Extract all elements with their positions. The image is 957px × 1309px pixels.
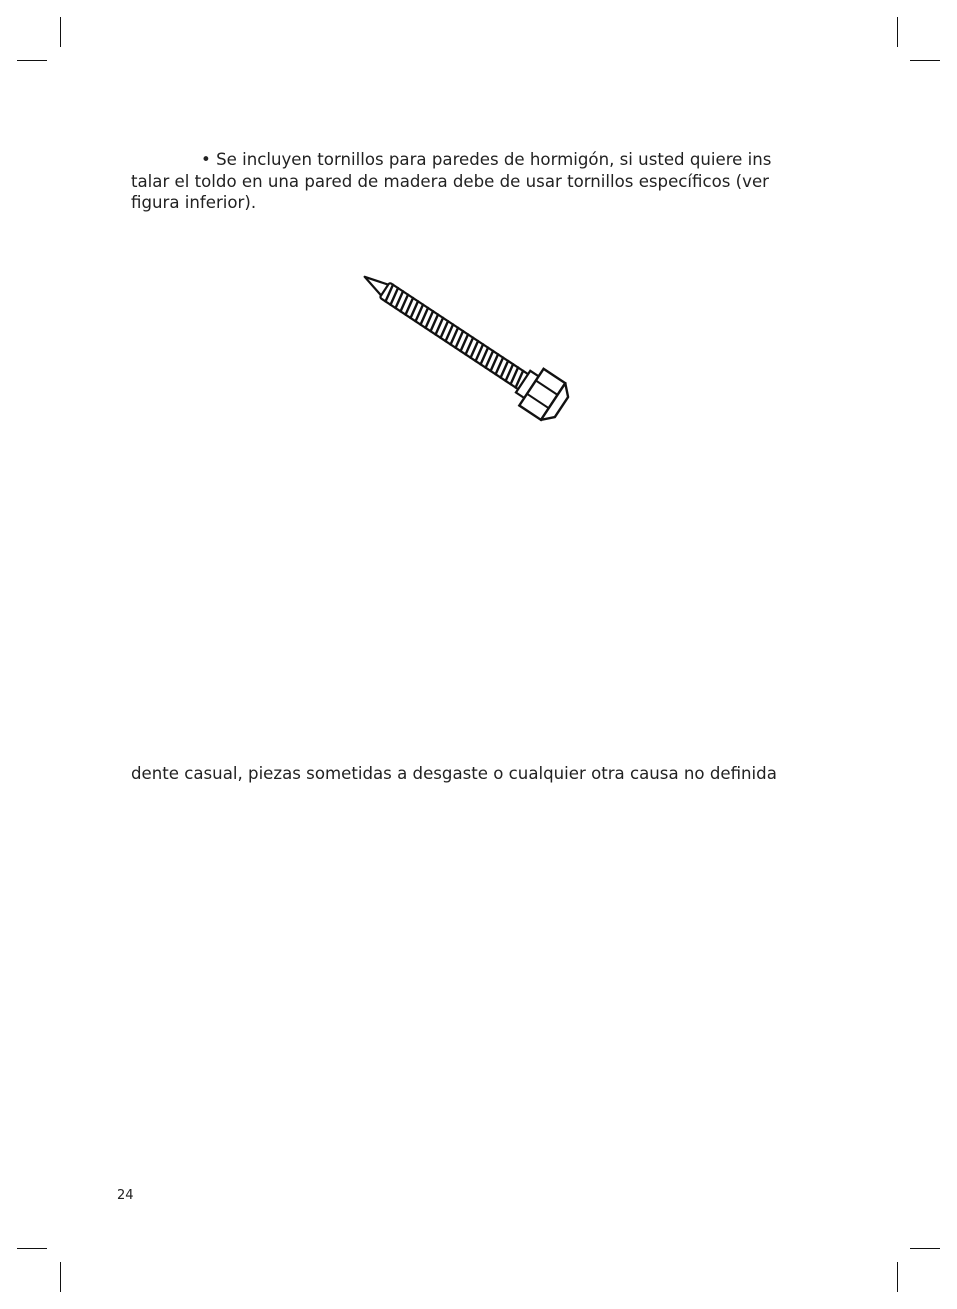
crop-mark-top-right-horizontal [910,60,940,61]
hex-head-screw-icon [360,265,605,435]
crop-mark-bottom-right-horizontal [910,1248,940,1249]
instruction-line-1 [131,149,821,171]
crop-mark-top-right-vertical [897,17,898,47]
page-number: 24 [117,1188,134,1203]
instruction-paragraph [131,149,821,214]
instruction-line-3: figura inferior). [131,193,257,212]
bullet: • [201,150,211,169]
instruction-text-1: Se incluyen tornillos para paredes de hormigón, si usted quiere ins [216,150,772,169]
crop-mark-top-left-horizontal [17,60,47,61]
crop-mark-bottom-left-vertical [60,1262,61,1292]
warranty-line-1: dente casual, piezas sometidas a desgaste o cualquier otra causa no definida [131,764,777,783]
crop-mark-bottom-left-horizontal [17,1248,47,1249]
warranty-paragraph [131,763,821,785]
crop-mark-top-left-vertical [60,17,61,47]
crop-mark-bottom-right-vertical [897,1262,898,1292]
instruction-line-2: talar el toldo en una pared de madera debe de usar tornillos específicos (ver [131,171,770,191]
